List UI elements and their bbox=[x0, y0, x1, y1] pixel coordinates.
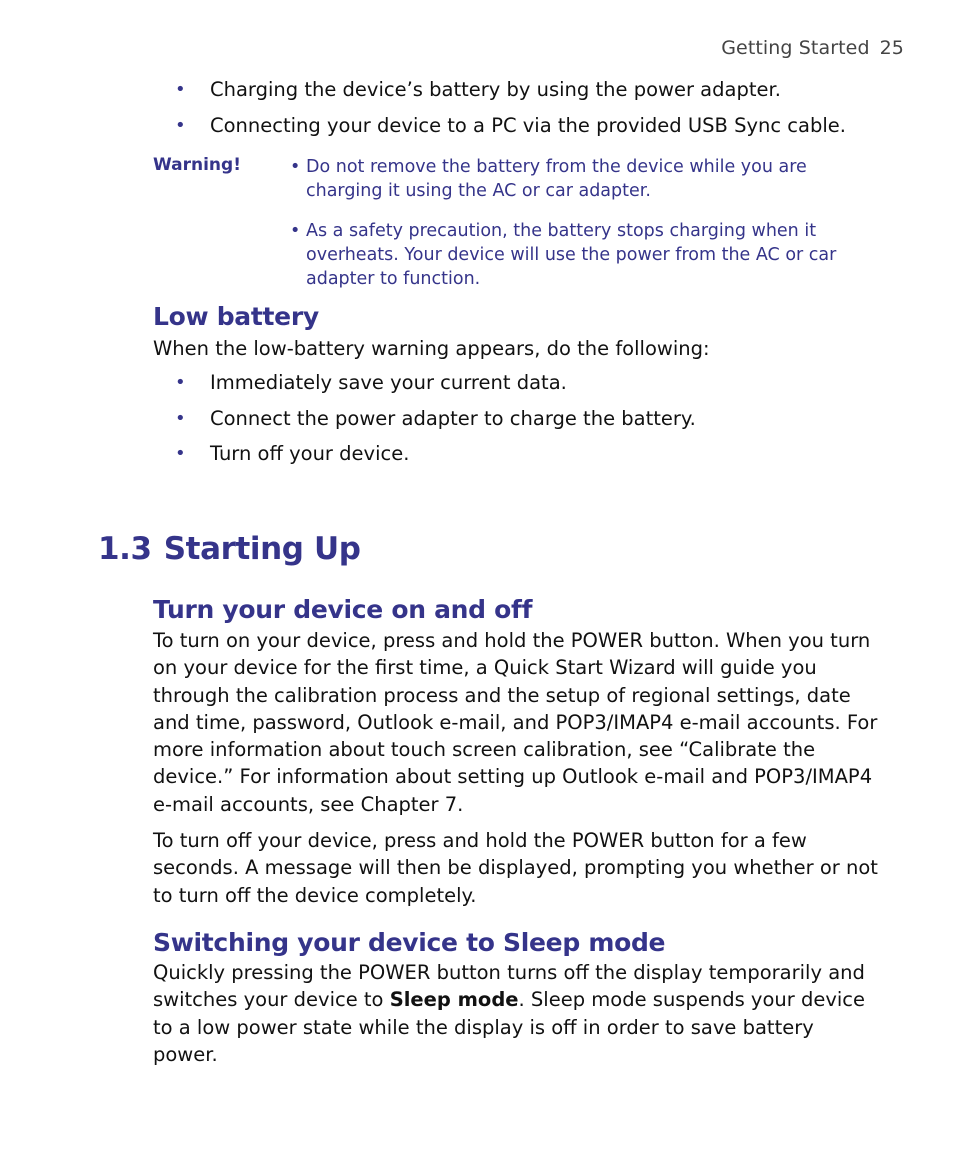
sleep-mode-paragraph: Quickly pressing the POWER button turns off the display temporarily and switches your device to Sleep mode. Sleep mode suspends your device to a low power state while the display is off in order to save battery power. bbox=[153, 961, 866, 1066]
sleep-mode-heading: Switching your device to Sleep mode bbox=[153, 928, 666, 957]
low-battery-heading: Low battery bbox=[153, 302, 319, 331]
bullet-icon: • bbox=[290, 221, 301, 241]
section-number: 1.3 bbox=[98, 531, 152, 567]
bullet-icon: • bbox=[175, 408, 186, 429]
turn-off-paragraph: To turn off your device, press and hold the POWER button for a few seconds. A message will then be displayed, prompting you whether or not to turn off the device completely. bbox=[153, 829, 878, 907]
turn-on-paragraph: To turn on your device, press and hold the POWER button. When you turn on your device for the first time, a Quick Start Wizard will guide you through the calibration process and the setup of regional settings, date and time, password, Outlook e-mail, and POP3/IMAP4 e-mail accounts. For more information about touch screen calibration, see “Calibrate the device.” For information about setting up Outlook e-mail and POP3/IMAP4 e-mail accounts, see Chapter 7. bbox=[153, 629, 878, 816]
bullet-icon: • bbox=[290, 157, 301, 177]
warning-label: Warning! bbox=[153, 155, 241, 175]
bullet-icon: • bbox=[175, 443, 186, 464]
warning-item: • As a safety precaution, the battery stops charging when it overheats. Your device will use the power from the AC or car adapter to function. bbox=[290, 221, 837, 289]
warning-item: • Do not remove the battery from the device while you are charging it using the AC or car adapter. bbox=[290, 157, 807, 201]
page-number: 25 bbox=[879, 37, 904, 59]
section-title: Starting Up bbox=[163, 531, 361, 567]
sleep-mode-term: Sleep mode bbox=[389, 988, 519, 1012]
bullet-icon: • bbox=[175, 115, 186, 136]
turn-on-off-heading: Turn your device on and off bbox=[153, 595, 533, 624]
section-heading bbox=[98, 531, 361, 567]
low-battery-intro: When the low-battery warning appears, do the following: bbox=[153, 337, 710, 360]
bullet-icon: • bbox=[175, 79, 186, 100]
page-header bbox=[721, 37, 904, 59]
header-section-title: Getting Started bbox=[721, 37, 870, 59]
bullet-icon: • bbox=[175, 372, 186, 393]
